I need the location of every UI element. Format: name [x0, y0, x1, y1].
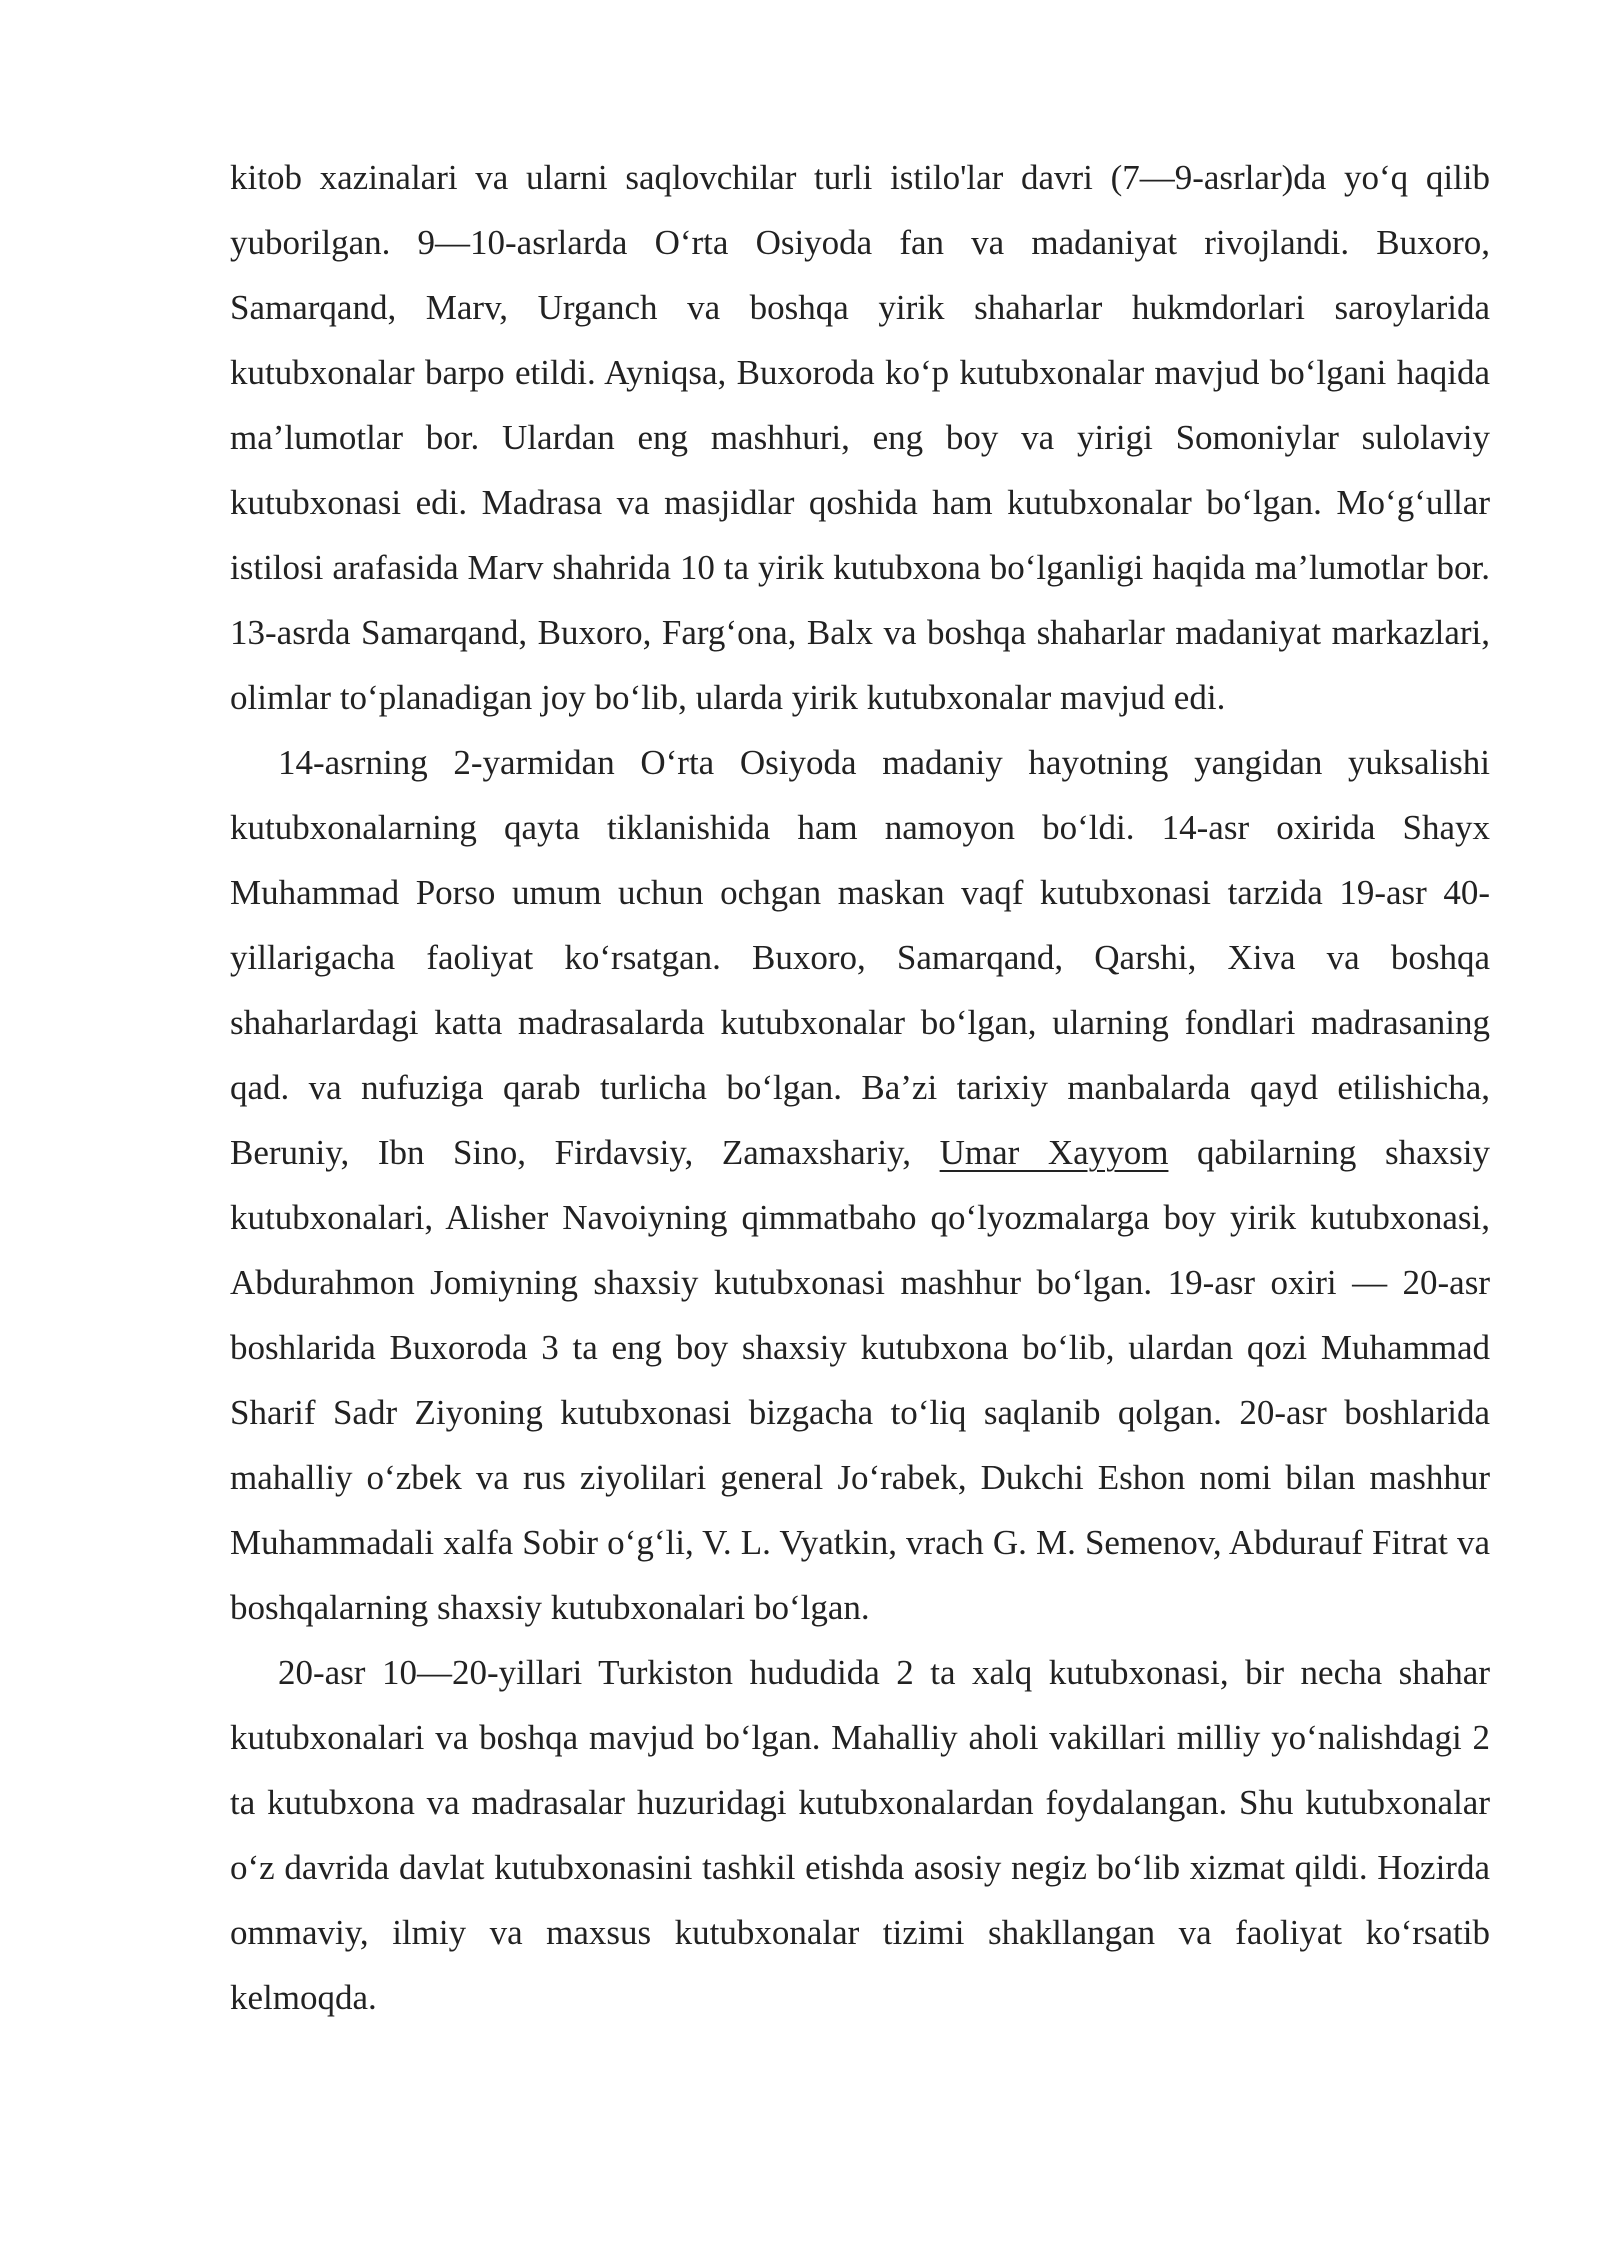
document-page [230, 145, 1490, 2030]
paragraph-2-text-start: 14-asrning 2-yarmidan O‘rta Osiyoda madaniy hayotning yangidan yuksalishi kutubxonalarning qayta tiklanishida ham namoyon bo‘ldi. 14-asr oxirida Shayx Muhammad Porso umum uchun ochgan maskan vaqf kutubxonasi tarzida 19-asr 40-yillarigacha faoliyat ko‘rsatgan. Buxoro, Samarqand, Qarshi, Xiva va boshqa shaharlardagi katta madrasalarda kutubxonalar bo‘lgan, ularning fondlari madrasaning qad. va nufuziga qarab turlicha bo‘lgan. Ba’zi tarixiy manbalarda qayd etilishicha, Beruniy, Ibn Sino, Firdavsiy, Zamaxshariy, [230, 743, 1490, 1172]
paragraph-2 [230, 730, 1490, 1640]
paragraph-1: kitob xazinalari va ularni saqlovchilar turli istilo'lar davri (7—9-asrlar)da yo‘q qilib yuborilgan. 9—10-asrlarda O‘rta Osiyoda fan va madaniyat rivojlandi. Buxoro, Samarqand, Marv, Urganch va boshqa yirik shaharlar hukmdorlari saroylarida kutubxonalar barpo etildi. Ayniqsa, Buxoroda ko‘p kutubxonalar mavjud bo‘lgani haqida ma’lumotlar bor. Ulardan eng mashhuri, eng boy va yirigi Somoniylar sulolaviy kutubxonasi edi. Madrasa va masjidlar qoshida ham kutubxonalar bo‘lgan. Mo‘g‘ullar istilosi arafasida Marv shahrida 10 ta yirik kutubxona bo‘lganligi haqida ma’lumotlar bor. 13-asrda Samarqand, Buxoro, Farg‘ona, Balx va boshqa shaharlar madaniyat markazlari, olimlar to‘planadigan joy bo‘lib, ularda yirik kutubxonalar mavjud edi. [230, 158, 1490, 717]
paragraph-2-text-end: qabilarning shaxsiy kutubxonalari, Alisher Navoiyning qimmatbaho qo‘lyozmalarga boy yirik kutubxonasi, Abdurahmon Jomiyning shaxsiy kutubxonasi mashhur bo‘lgan. 19-asr oxiri — 20-asr boshlarida Buxoroda 3 ta eng boy shaxsiy kutubxona bo‘lib, ulardan qozi Muhammad Sharif Sadr Ziyoning kutubxonasi bizgacha to‘liq saqlanib qolgan. 20-asr boshlarida mahalliy o‘zbek va rus ziyolilari general Jo‘rabek, Dukchi Eshon nomi bilan mashhur Muhammadali xalfa Sobir o‘g‘li, V. L. Vyatkin, vrach G. M. Semenov, Abdurauf Fitrat va boshqalarning shaxsiy kutubxonalari bo‘lgan. [230, 1133, 1490, 1627]
umar-xayyom-link[interactable]: Umar Xayyom [939, 1133, 1169, 1172]
paragraph-3: 20-asr 10—20-yillari Turkiston hududida 2 ta xalq kutubxonasi, bir necha shahar kutubxonalari va boshqa mavjud bo‘lgan. Mahalliy aholi vakillari milliy yo‘nalishdagi 2 ta kutubxona va madrasalar huzuridagi kutubxonalardan foydalangan. Shu kutubxonalar o‘z davrida davlat kutubxonasini tashkil etishda asosiy negiz bo‘lib xizmat qildi. Hozirda ommaviy, ilmiy va maxsus kutubxonalar tizimi shakllangan va faoliyat ko‘rsatib kelmoqda. [230, 1653, 1490, 2017]
